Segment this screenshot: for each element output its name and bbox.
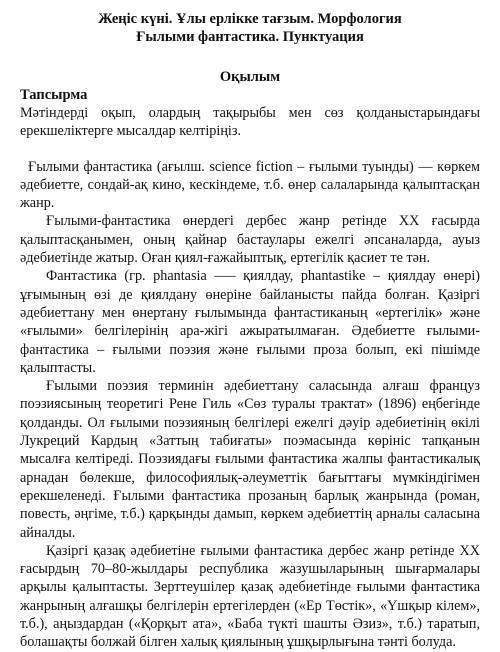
paragraph-definition: Ғылыми фантастика (ағылш. science fiction – ғылыми туынды) — көркем әдебиетте, сондай-ақ кино, кескіндеме, т.б. өнер салаларында қалыптасқан жанр.: [20, 158, 480, 212]
section-heading: Оқылым: [219, 69, 281, 85]
paragraph-scientific-poetry: Ғылыми поэзия терминін әдебиеттану саласында алғаш француз поэзиясының теоретигі Рене Гиль «Сөз туралы трактат» (1896) еңбегінде қолданды. Ол ғылыми поэзияның белгілері ежелгі дәуір әдебиетінің өкілі Лукреций Кардың «Заттың табиғаты» поэмасында көрініс тапқанын мысалға келтіреді. Поэзиядағы ғылыми фантастика жалпы фантастикалық арнадан бөлекше, философиялық-әлеуметтік бағыттағы мүмкіндігімен ерекшеленеді. Ғылыми фантастика прозаның барлық жанрында (роман, повесть, әңгіме, т.б.) қарқынды дамып, көркем әдебиеттің арналы саласына айналды.: [20, 378, 480, 541]
paragraph-kazakh-literature: Қазіргі қазақ әдебиетіне ғылыми фантастика дербес жанр ретінде XX ғасырдың 70–80-жылдары республика жазушыларының шығармалары арқылы қалыптасты. Зерттеушілер қазақ әдебиетінде ғылыми фантастика жанрының алғашқы белгілерін ертегілерден («Ер Төстік», «Үшқыр кілем», т.б.), аңыздардан («Қорқыт ата», «Баба түкті шашты Әзиз», т.б.) таратып, болашақты болжай білген халық қиялының ұшқырлығына тәнті болуда.: [20, 542, 480, 651]
task-text: Мәтіндерді оқып, олардың тақырыбы мен сөз қолданыстарындағы ерекшеліктерге мысалдар келтіріңіз.: [20, 105, 480, 140]
paragraph-etymology: Фантастика (гр. phantasia —– қиялдау, phantastike – қиялдау өнері) ұғымының өзі де қиялдану өнеріне байланысты пайда болған. Қазіргі әдебиеттану мен өнертану ғылымында фантастиканың «ертегілік» және «ғылыми» белгілерінің ара-жігі ажыратылмаған. Әдебиетте ғылыми-фантастика – ғылыми поэзия және ғылыми проза болып, екі пішімде қалыптасты.: [20, 268, 480, 376]
title-line-1: Жеңіс күні. Ұлы ерлікке тағзым. Морфология: [98, 11, 402, 27]
task-label: Тапсырма: [20, 87, 88, 103]
title-line-2: Ғылыми фантастика. Пунктуация: [136, 29, 364, 45]
paragraph-origins: Ғылыми-фантастика өнердегі дербес жанр ретінде XX ғасырда қалыптасқанымен, оның қайнар бастаулары ежелгі әпсаналарда, ауыз әдебиетінде жатыр. Оған қиял-ғажайыптық, ертегілік қасиет те тән.: [20, 213, 480, 267]
